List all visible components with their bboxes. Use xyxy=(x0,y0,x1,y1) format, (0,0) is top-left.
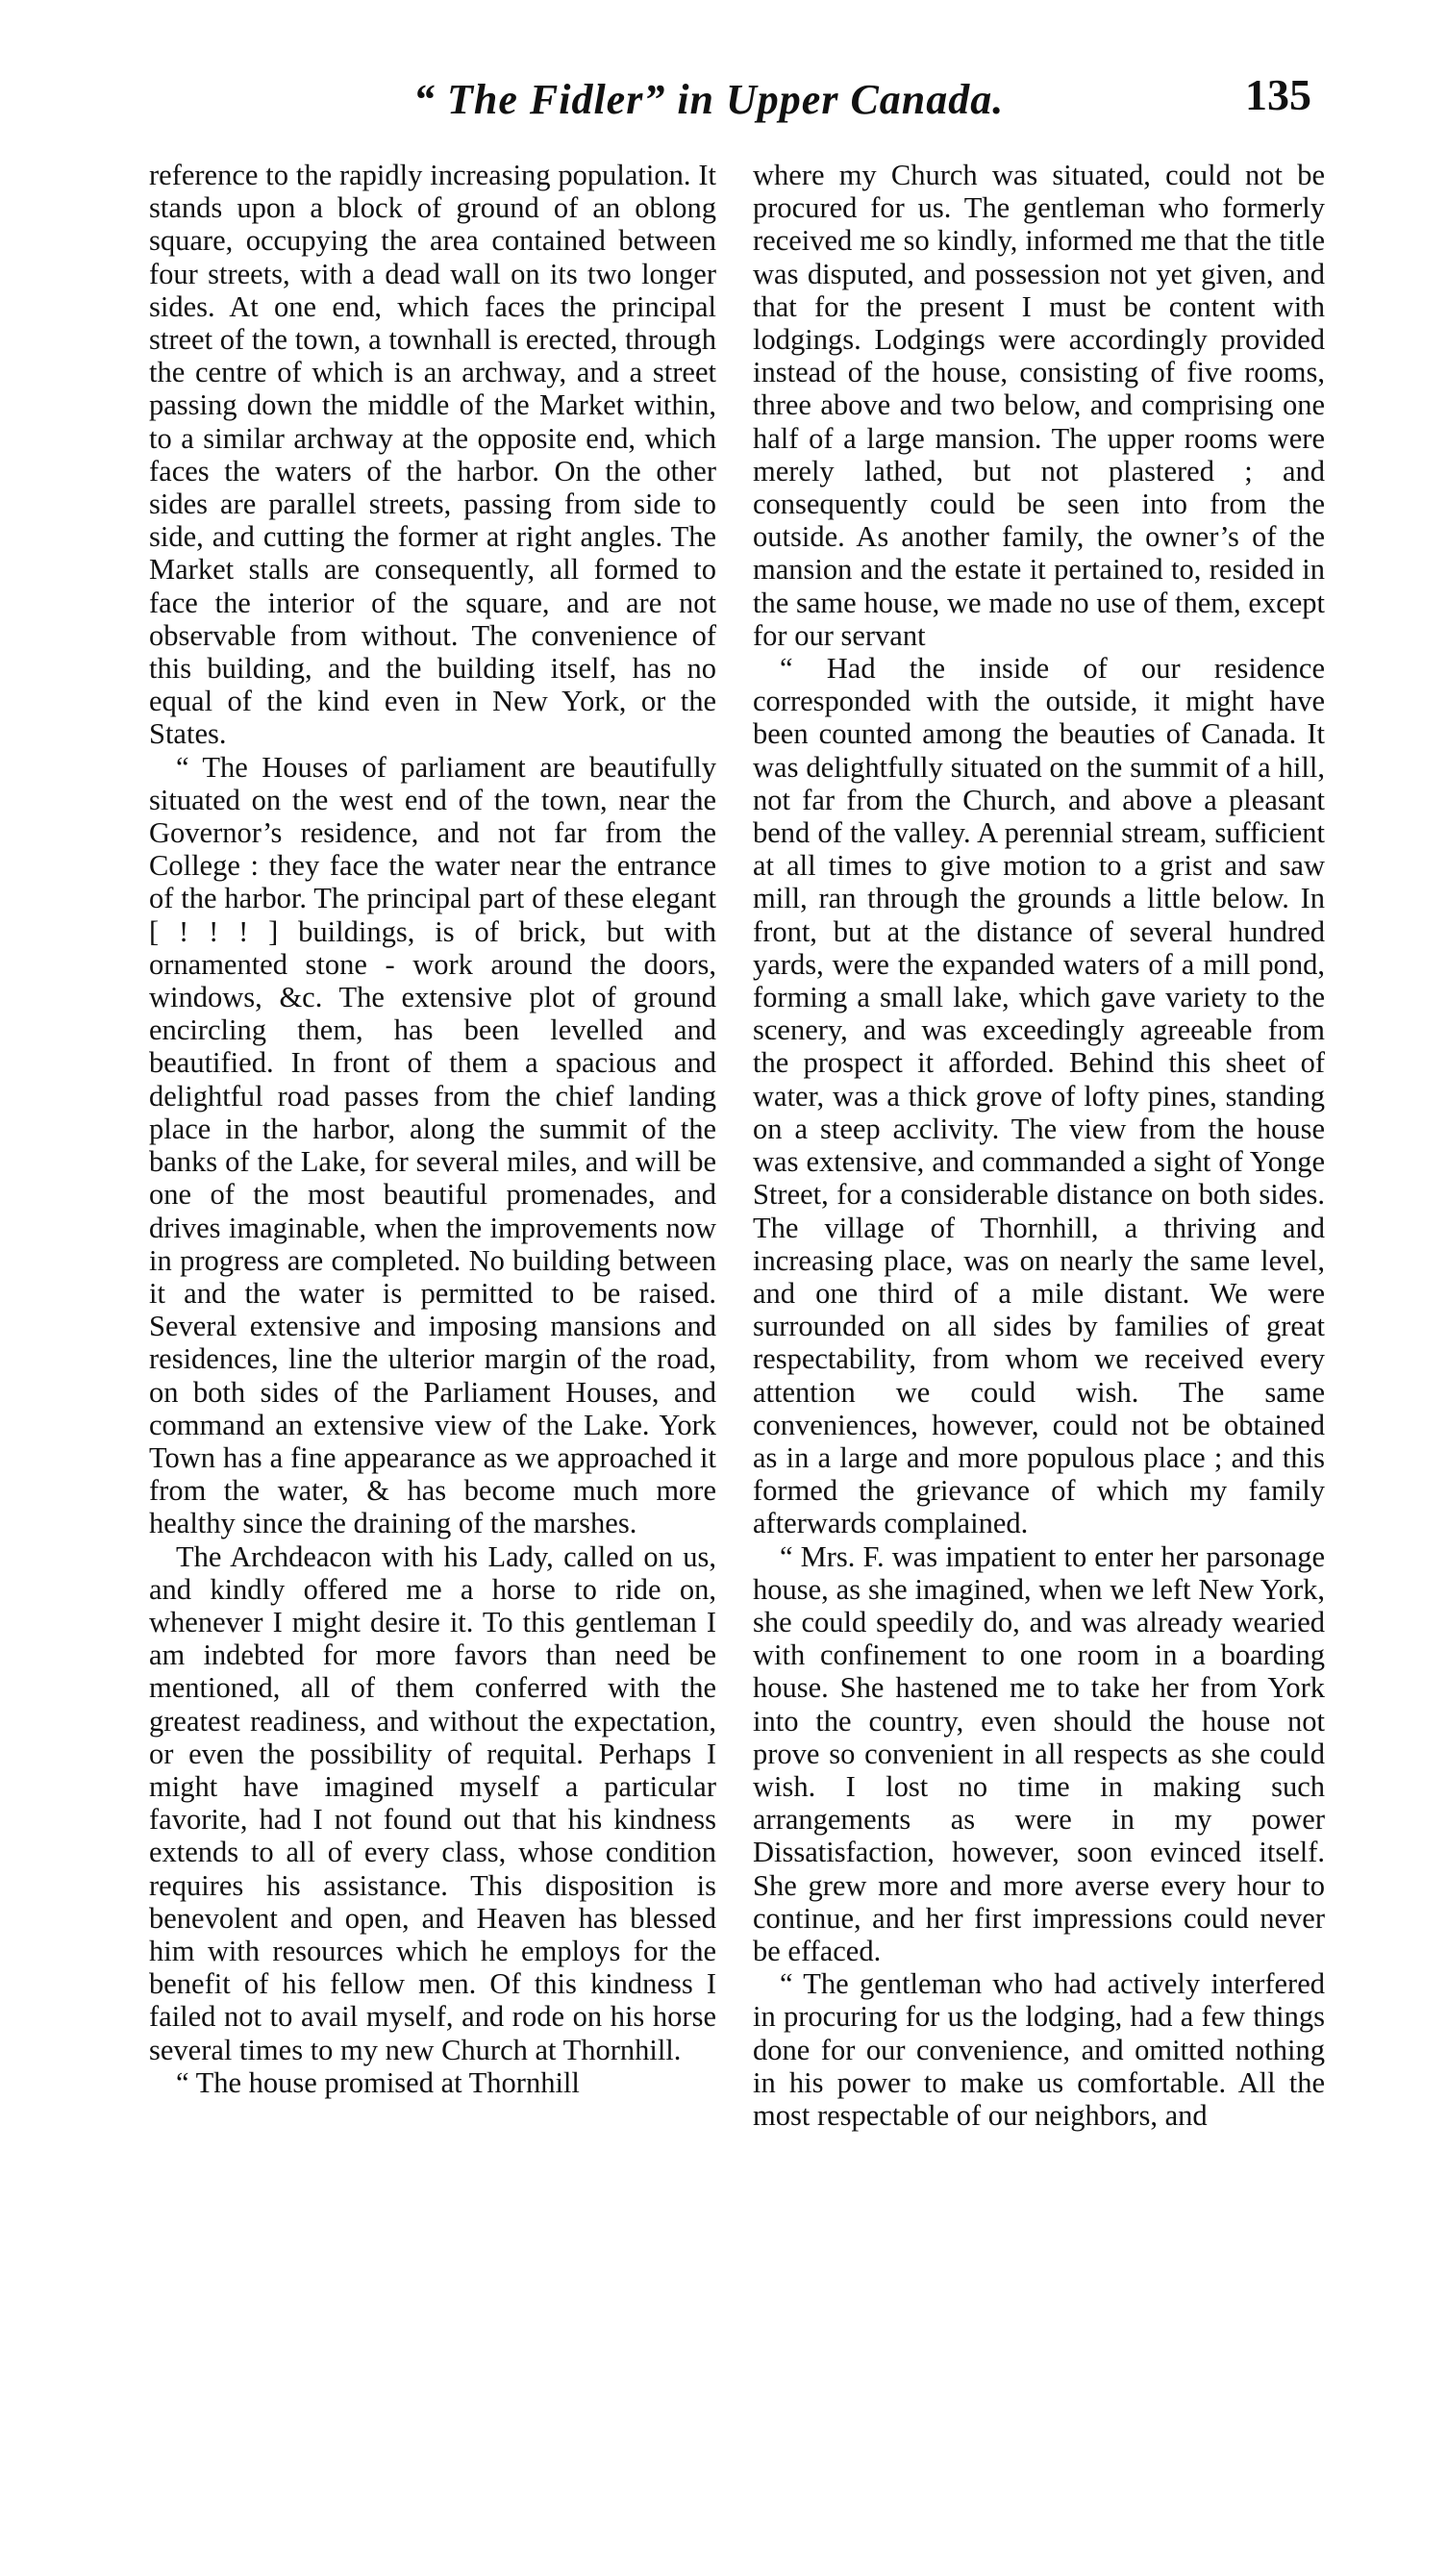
right-paragraph-1: where my Church was situated, could not be procured for us. The gentleman who formerly received me so kindly, informed me that the title was disputed, and possession not yet given, and that for the present I must be content with lodgings. Lodgings were accordingly provided instead of the house, consisting of five rooms, three above and two below, and comprising one half of a large mansion. The upper rooms were merely lathed, but not plastered ; and consequently could be seen into from the outside. As another family, the owner’s of the mansion and the estate it pertained to, resided in the same house, we made no use of them, except for our servant xyxy=(753,159,1325,652)
left-paragraph-1: reference to the rapidly increasing population. It stands upon a block of ground of an oblong square, occupying the area contained between four streets, with a dead wall on its two longer sides. At one end, which faces the principal street of the town, a townhall is erected, through the centre of which is an archway, and a street passing down the middle of the Market within, to a similar archway at the opposite end, which faces the waters of the harbor. On the other sides are parallel streets, passing from side to side, and cutting the former at right angles. The Market stalls are consequently, all formed to face the interior of the square, and are not observable from without. The convenience of this building, and the building itself, has no equal of the kind even in New York, or the States. xyxy=(149,159,716,751)
right-paragraph-2: “ Had the inside of our residence corresponded with the outside, it might have been counted among the beauties of Canada. It was delightfully situated on the summit of a hill, not far from the Church, and above a pleasant bend of the valley. A perennial stream, sufficient at all times to give motion to a grist and saw mill, ran through the grounds a little below. In front, but at the distance of several hundred yards, were the expanded waters of a mill pond, forming a small lake, which gave variety to the scenery, and was exceedingly agreeable from the prospect it afforded. Behind this sheet of water, was a thick grove of lofty pines, standing on a steep acclivity. The view from the house was extensive, and commanded a sight of Yonge Street, for a considerable distance on both sides. The village of Thornhill, a thriving and increasing place, was on nearly the same level, and one third of a mile distant. We were surrounded on all sides by families of great respectability, from whom we received every attention we could wish. The same conveniences, however, could not be obtained as in a large and more populous place ; and this formed the grievance of which my family afterwards complained. xyxy=(753,652,1325,1540)
right-paragraph-3: “ Mrs. F. was impatient to enter her parsonage house, as she imagined, when we left New York, she could speedily do, and was already wearied with confinement to one room in a boarding house. She hastened me to take her from York into the country, even should the house not prove so convenient in all respects as she could wish. I lost no time in making such arrangements as were in my power Dissatisfaction, however, soon evinced itself. She grew more and more averse every hour to continue, and her first impressions could never be effaced. xyxy=(753,1539,1325,1967)
left-paragraph-4: “ The house promised at Thornhill xyxy=(176,2065,580,2099)
left-paragraph-3: The Archdeacon with his Lady, called on us, and kindly offered me a horse to ride on, whenever I might desire it. To this gentleman I am indebted for more favors than need be mentioned, all of them conferred with the greatest readiness, and without the expectation, or even the possibility of requital. Perhaps I might have imagined myself a particular favorite, had I not found out that his kindness extends to all of every class, whose condition requires his assistance. This disposition is benevolent and open, and Heaven has blessed him with resources which he employs for the benefit of his fellow men. Of this kindness I failed not to avail myself, and rode on his horse several times to my new Church at Thornhill. xyxy=(149,1539,716,2066)
right-text-column xyxy=(753,159,1325,2132)
running-head-title: “ The Fidler” in Upper Canada. xyxy=(413,76,1005,123)
left-paragraph-2: “ The Houses of parliament are beautifully situated on the west end of the town, near the Governor’s residence, and not far from the College : they face the water near the entrance of the harbor. The principal part of these elegant [ ! ! ! ] buildings, is of brick, but with ornamented stone - work around the doors, windows, &c. The extensive plot of ground encircling them, has been levelled and beautified. In front of them a spacious and delightful road passes from the chief landing place in the harbor, along the summit of the banks of the Lake, for several miles, and will be one of the most beautiful promenades, and drives imaginable, when the improvements now in progress are completed. No building between it and the water is permitted to be raised. Several extensive and imposing mansions and residences, line the ulterior margin of the road, on both sides of the Parliament Houses, and command an extensive view of the Lake. York Town has a fine appearance as we approached it from the water, & has become much more healthy since the draining of the marshes. xyxy=(149,750,716,1540)
right-paragraph-4: “ The gentleman who had actively interfered in procuring for us the lodging, had a few things done for our convenience, and omitted nothing in his power to make us comfortable. All the most respectable of our neighbors, and xyxy=(753,1967,1325,2132)
left-text-column xyxy=(149,159,716,2099)
page-number: 135 xyxy=(1245,70,1311,119)
